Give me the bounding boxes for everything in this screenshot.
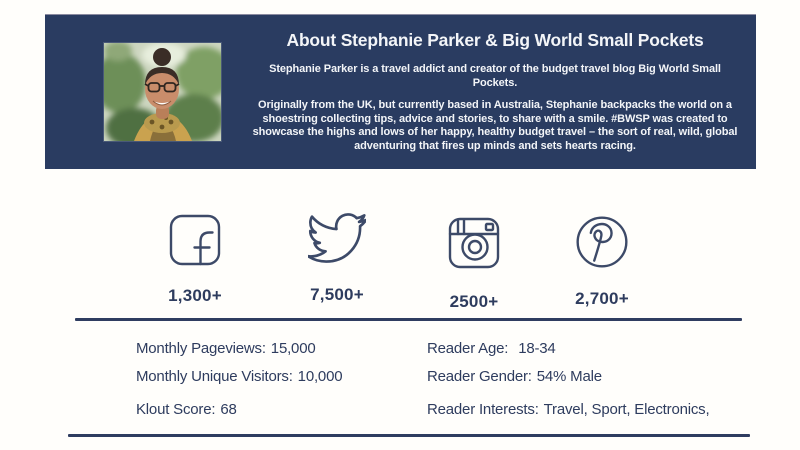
instagram-count: 2500+ [449,292,499,311]
stat-value: 54% Male [536,368,602,385]
stat-monthly-unique-visitors [136,368,342,385]
twitter-icon [308,209,366,267]
page-title: About Stephanie Parker & Big World Small Pockets [286,30,704,50]
intro-paragraph: Stephanie Parker is a travel addict and creator of the budget travel blog Big World Small Pockets. [269,63,721,89]
stat-label: Monthly Unique Visitors: [136,368,293,385]
social-instagram[interactable] [414,215,534,312]
stat-value: 10,000 [297,368,343,385]
instagram-icon [446,215,502,271]
social-facebook[interactable] [135,212,255,306]
profile-photo-illustration [104,43,221,141]
stat-reader-interests [427,401,709,418]
facebook-count: 1,300+ [168,286,222,305]
stat-label: Reader Gender: [427,368,532,385]
about-header [45,14,756,169]
stat-monthly-pageviews [136,340,315,357]
stat-label: Reader Age: [427,340,509,357]
reader-age-value: 18-34 [518,340,556,357]
social-pinterest[interactable] [542,213,662,309]
twitter-count: 7,500+ [310,285,364,304]
stat-value: 15,000 [270,340,316,357]
pinterest-count: 2,700+ [575,289,629,308]
about-text-block [245,15,745,169]
stat-label: Klout Score: [136,401,216,418]
divider-bottom [68,434,750,437]
stat-klout-score [136,401,237,418]
stat-label: Reader Interests: [427,401,539,418]
social-twitter[interactable] [277,209,397,305]
profile-photo [104,43,221,141]
facebook-icon [167,212,223,268]
pinterest-icon [573,213,631,271]
stat-value: Travel, Sport, Electronics, [543,401,710,418]
stat-value: 68 [220,401,237,418]
stat-reader-age [427,340,556,357]
stat-reader-gender [427,368,602,385]
bio-paragraph: Originally from the UK, but currently based in Australia, Stephanie backpacks the world on a shoestring collecting tips, advice and stories, to share with a smile. #BWSP was created to showcase the highs and lows of her happy, healthy budget travel – the sort of real, wild, global adventuring that fires up minds and sets hearts racing. [252,99,738,152]
divider-top [75,318,742,321]
stat-label: Monthly Pageviews: [136,340,266,357]
